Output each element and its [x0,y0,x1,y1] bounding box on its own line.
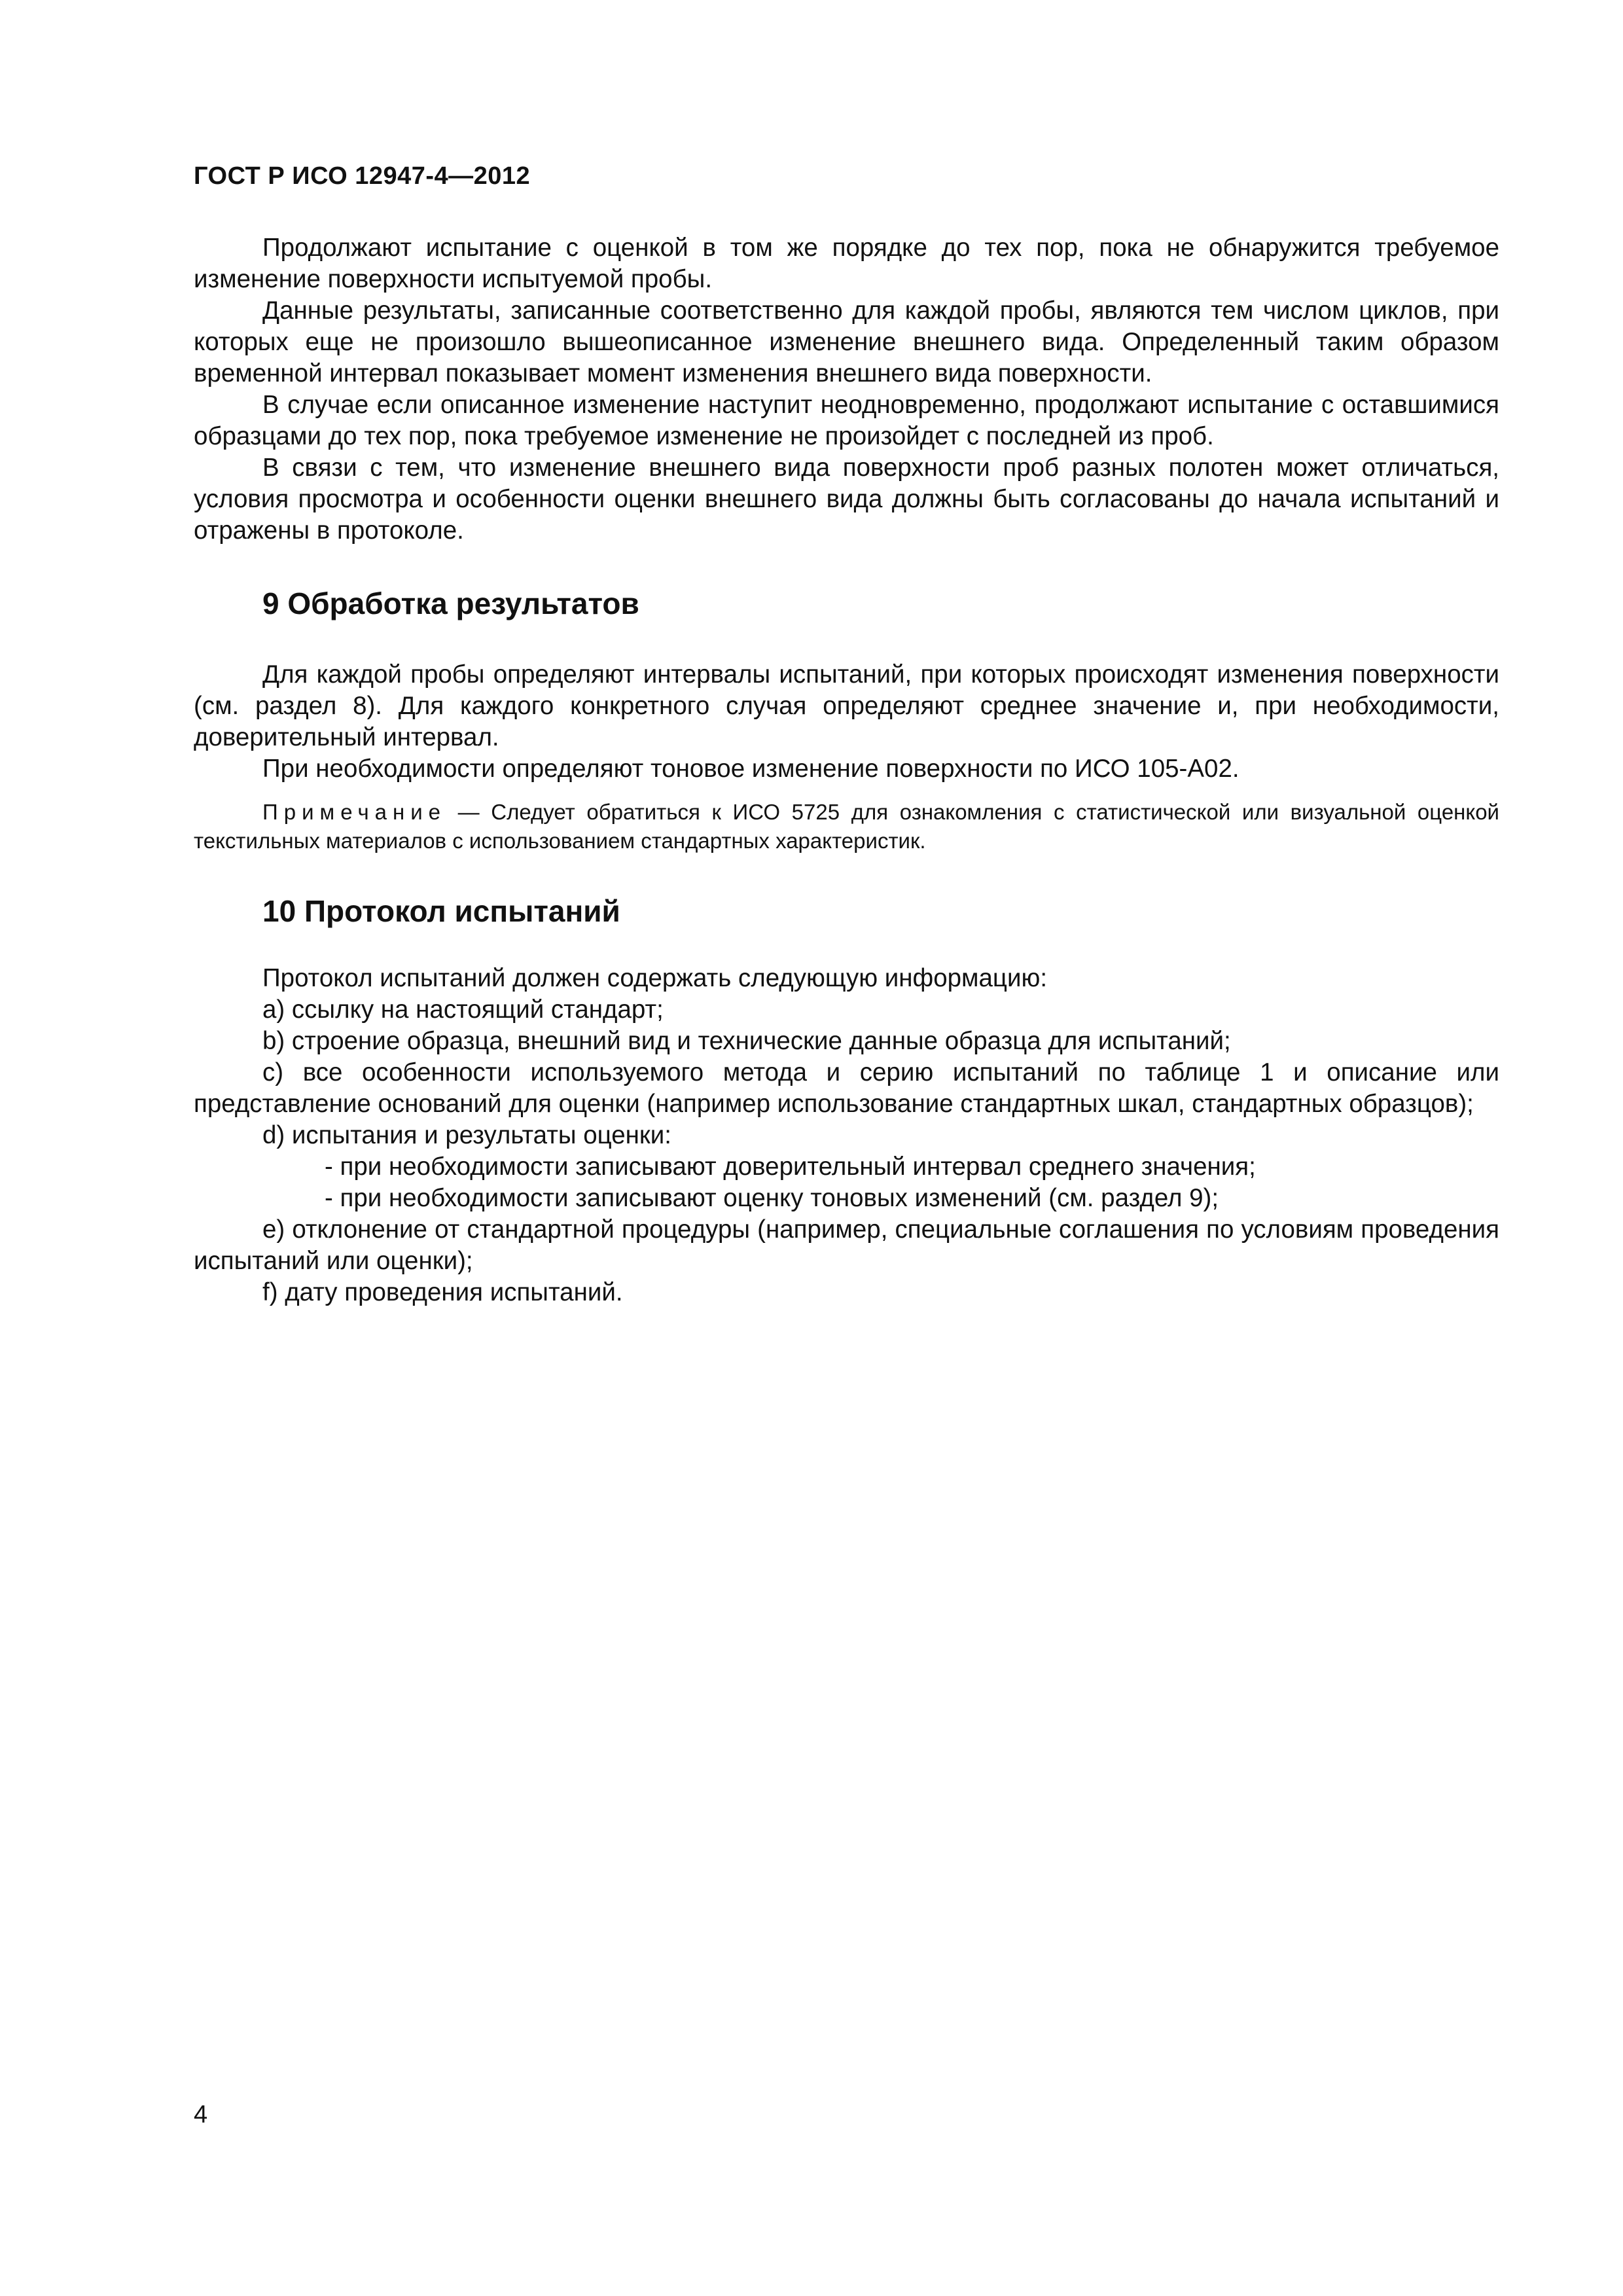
paragraph: Протокол испытаний должен содержать следующую информацию: [262,964,1048,992]
paragraph: В случае если описанное изменение наступит неодновременно, продолжают испытание с оставшимися образцами до тех пор, пока требуемое изменение не произойдет с последней из проб. [194,391,1499,450]
list-item: f) дату проведения испытаний. [262,1278,623,1306]
section-10-heading: 10 Протокол испытаний [262,894,620,928]
page-content [194,232,1499,1308]
list-item: b) строение образца, внешний вид и технические данные образца для испытаний; [262,1027,1231,1055]
list-item: c) все особенности используемого метода и серию испытаний по таблице 1 и описание или представление оснований для оценки (например использование стандартных шкал, стандартных образцов); [194,1058,1499,1118]
paragraph: В связи с тем, что изменение внешнего вида поверхности проб разных полотен может отличаться, условия просмотра и особенности оценки внешнего вида должны быть согласованы до начала испытаний и отражены в протоколе. [194,454,1499,545]
list-item: a) ссылку на настоящий стандарт; [262,996,664,1024]
note-text: — Следует обратиться к ИСО 5725 для ознакомления с статистической или визуальной оценкой текстильных материалов с использованием стандартных характеристик. [194,800,1499,853]
note [194,798,1499,855]
list-item: e) отклонение от стандартной процедуры (например, специальные соглашения по условиям проведения испытаний или оценки); [194,1215,1499,1275]
document-code: ГОСТ Р ИСО 12947-4—2012 [194,162,531,190]
paragraph: Для каждой пробы определяют интервалы испытаний, при которых происходят изменения поверхности (см. раздел 8). Для каждого конкретного случая определяют среднее значение и, при необходимости, доверительный интервал. [194,660,1499,751]
section-9-heading: 9 Обработка результатов [262,586,639,620]
page-number: 4 [194,2101,208,2128]
paragraph: При необходимости определяют тоновое изменение поверхности по ИСО 105-A02. [262,755,1240,783]
list-item: d) испытания и результаты оценки: [262,1121,671,1149]
paragraph: Продолжают испытание с оценкой в том же порядке до тех пор, пока не обнаружится требуемое изменение поверхности испытуемой пробы. [194,234,1499,293]
note-label: Примечание [262,800,447,824]
sub-list-item: - при необходимости записывают доверительный интервал среднего значения; [325,1153,1256,1181]
sub-list-item: - при необходимости записывают оценку тоновых изменений (см. раздел 9); [325,1184,1219,1212]
paragraph: Данные результаты, записанные соответственно для каждой пробы, являются тем числом циклов, при которых еще не произошло вышеописанное изменение внешнего вида. Определенный таким образом временной интервал показывает момент изменения внешнего вида поверхности. [194,296,1499,387]
